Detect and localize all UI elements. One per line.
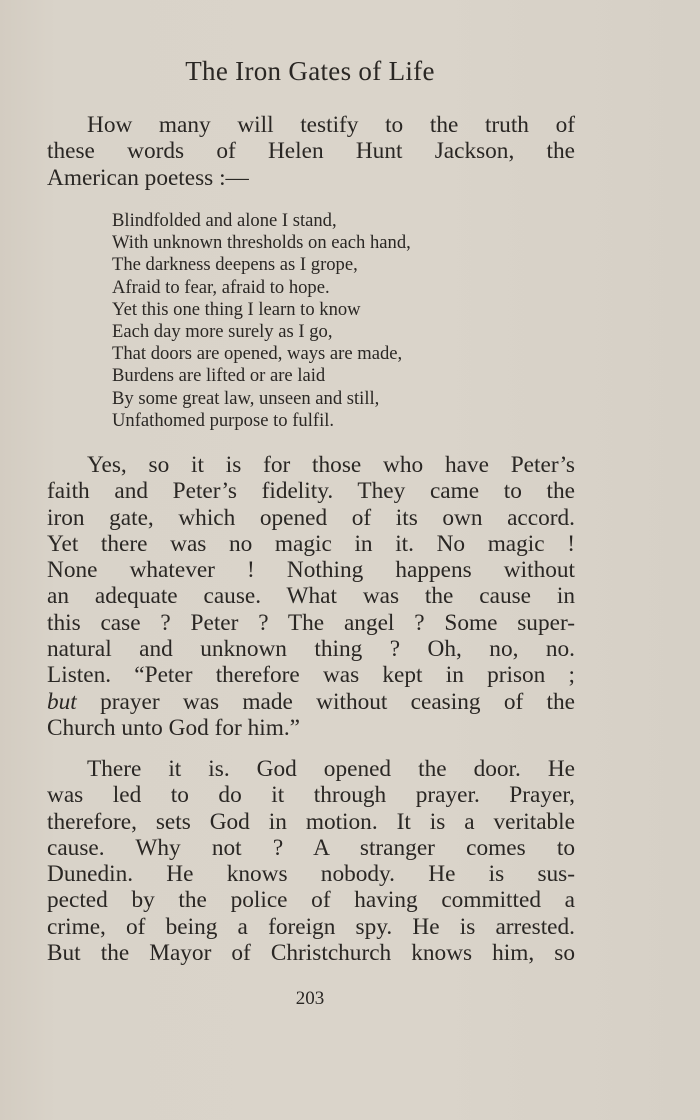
poem-line: Burdens are lifted or are laid <box>112 365 326 387</box>
text-line: faith and Peter’s fidelity. They came to the <box>47 478 575 505</box>
text-line: Dunedin. He knows nobody. He is sus- <box>47 861 575 888</box>
text-line: How many will testify to the truth of <box>87 112 575 138</box>
text-line: cause. Why not ? A stranger comes to <box>47 834 575 861</box>
poem-block <box>112 210 532 432</box>
poem-line: Unfathomed purpose to fulfil. <box>112 409 335 431</box>
text-line: this case ? Peter ? The angel ? Some super- <box>47 609 575 636</box>
text-line <box>47 689 575 715</box>
poem-line: Afraid to fear, afraid to hope. <box>112 276 330 298</box>
text-line: None whatever ! Nothing happens without <box>47 557 575 584</box>
text-line: an adequate cause. What was the cause in <box>47 583 575 610</box>
poem-line: That doors are opened, ways are made, <box>112 343 403 365</box>
peter-paragraph <box>47 452 575 741</box>
poem-line: The darkness deepens as I grope, <box>112 254 358 276</box>
poem-line: By some great law, unseen and still, <box>112 387 380 409</box>
text-line: was led to do it through prayer. Prayer, <box>47 782 575 809</box>
text-line: these words of Helen Hunt Jackson, the <box>47 138 575 165</box>
poem-line: Yet this one thing I learn to know <box>112 298 361 320</box>
text-line: Yes, so it is for those who have Peter’s <box>87 452 575 478</box>
text-segment: prayer was made without ceasing of the <box>76 688 575 715</box>
page-number: 203 <box>295 988 325 1009</box>
poem-line: Each day more surely as I go, <box>112 321 333 343</box>
text-line: therefore, sets God in motion. It is a veritable <box>47 808 575 835</box>
page-title: The Iron Gates of Life <box>185 56 435 86</box>
italic-word: but <box>47 688 77 715</box>
text-line: pected by the police of having committed a <box>47 887 575 914</box>
intro-paragraph <box>47 112 575 191</box>
text-line: Listen. “Peter therefore was kept in prison ; <box>47 662 575 689</box>
poem-line: Blindfolded and alone I stand, <box>112 210 337 231</box>
text-line: There it is. God opened the door. He <box>87 756 575 782</box>
text-line: Church unto God for him.” <box>47 714 300 741</box>
text-line: But the Mayor of Christchurch knows him, so <box>47 940 575 967</box>
text-line: iron gate, which opened of its own accord. <box>47 504 575 531</box>
text-line: American poetess :— <box>47 164 249 191</box>
text-line: crime, of being a foreign spy. He is arrested. <box>47 913 575 940</box>
prayer-paragraph <box>47 756 575 966</box>
text-line: Yet there was no magic in it. No magic ! <box>47 530 575 557</box>
poem-line: With unknown thresholds on each hand, <box>112 232 411 254</box>
text-line: natural and unknown thing ? Oh, no, no. <box>47 636 575 663</box>
